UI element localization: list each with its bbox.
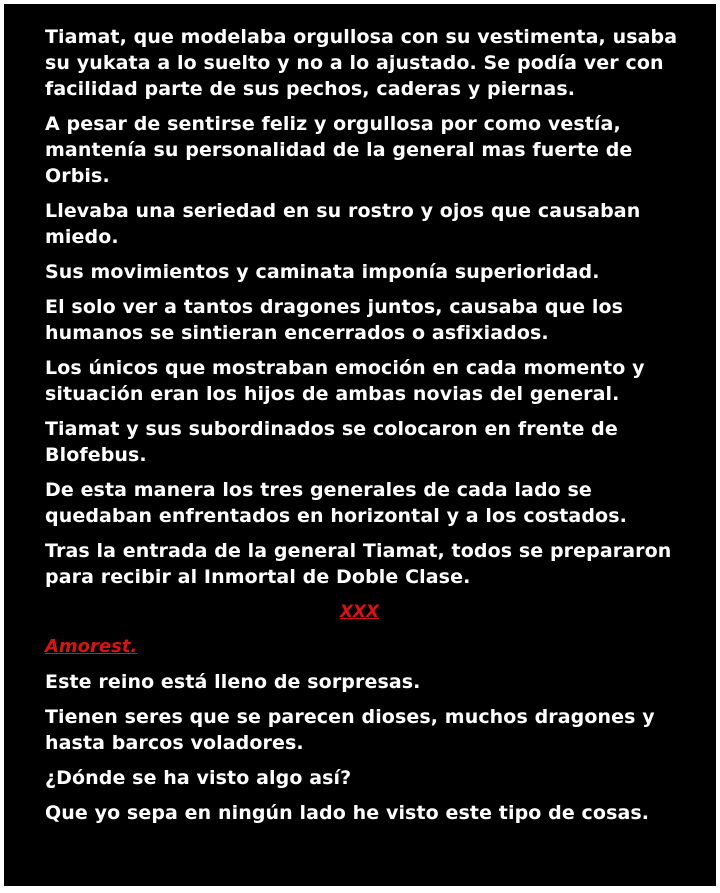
paragraph: Los únicos que mostraban emoción en cada momento y situación eran los hijos de ambas novias del general. [45, 357, 645, 405]
paragraph: ¿Dónde se ha visto algo así? [45, 767, 352, 789]
speaker-heading: Amorest. [45, 636, 138, 657]
paragraph: De esta manera los tres generales de cada lado se quedaban enfrentados en horizontal y a los costados. [45, 479, 627, 527]
paragraph: El solo ver a tantos dragones juntos, causaba que los humanos se sintieran encerrados o asfixiados. [45, 296, 624, 344]
paragraph: Que yo sepa en ningún lado he visto este tipo de cosas. [45, 802, 650, 824]
paragraph: Tras la entrada de la general Tiamat, todos se prepararon para recibir al Inmortal de Doble Clase. [45, 540, 672, 588]
paragraph: Llevaba una seriedad en su rostro y ojos que causaban miedo. [45, 200, 641, 248]
scene-divider: XXX [339, 602, 380, 622]
paragraph: Sus movimientos y caminata imponía superioridad. [45, 261, 600, 283]
story-page [4, 4, 716, 886]
paragraph: A pesar de sentirse feliz y orgullosa por como vestía, mantenía su personalidad de la general mas fuerte de Orbis. [45, 113, 633, 187]
paragraph: Tienen seres que se parecen dioses, muchos dragones y hasta barcos voladores. [45, 706, 655, 754]
paragraph: Este reino está lleno de sorpresas. [45, 671, 421, 693]
paragraph: Tiamat y sus subordinados se colocaron en frente de Blofebus. [45, 418, 618, 466]
paragraph: Tiamat, que modelaba orgullosa con su vestimenta, usaba su yukata a lo suelto y no a lo ajustado. Se podía ver con facilidad parte de sus pechos, caderas y piernas. [45, 26, 678, 100]
